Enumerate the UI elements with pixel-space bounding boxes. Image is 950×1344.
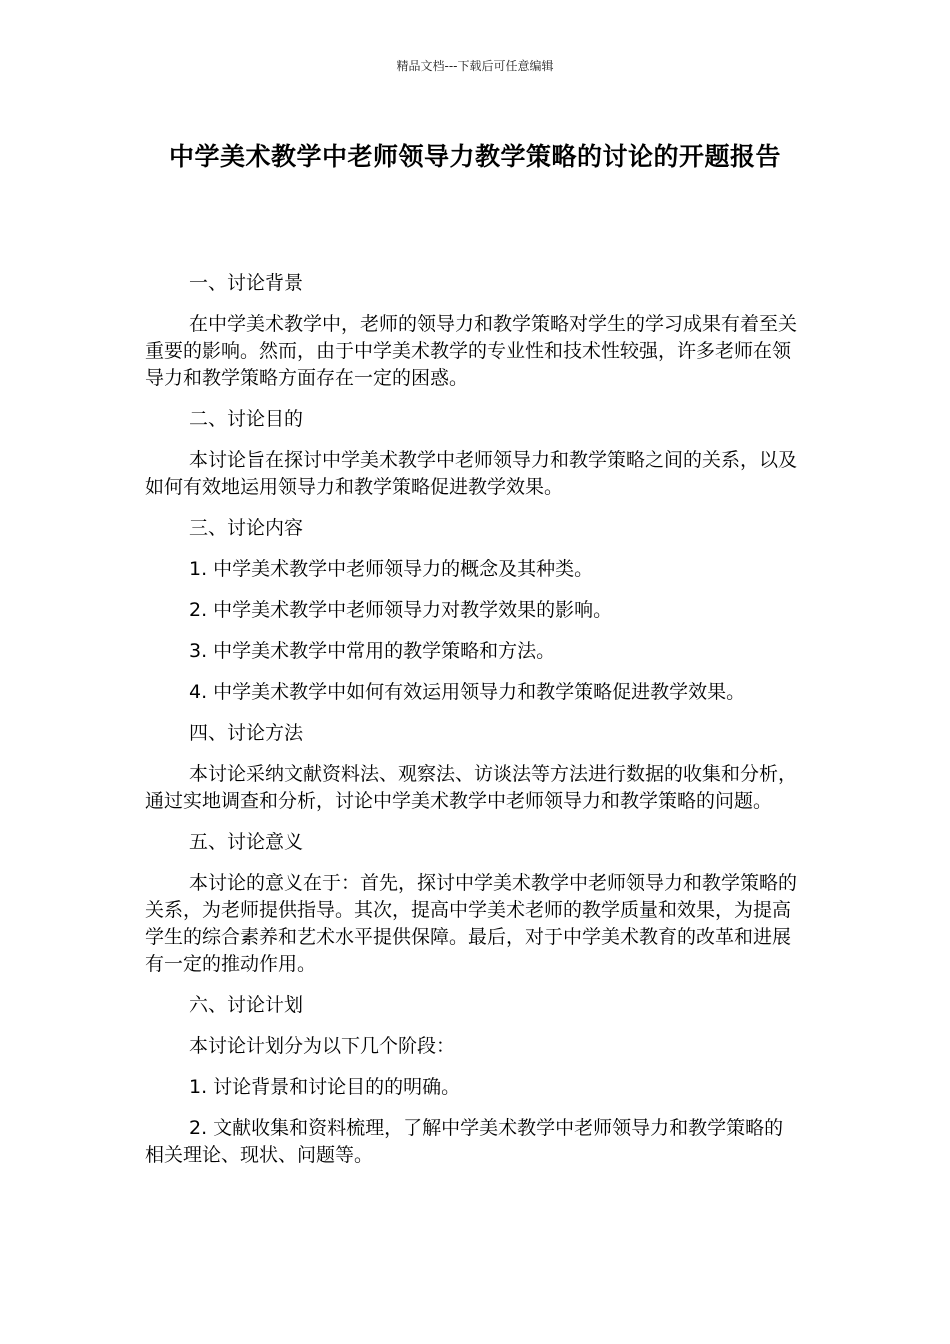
section-heading-content: 三、讨论内容 bbox=[189, 517, 304, 539]
paragraph: 本讨论的意义在于：首先，探讨中学美术教学中老师领导力和教学策略的关系，为老师提供指导。其次，提高中学美术老师的教学质量和效果，为提高学生的综合素养和艺术水平提供保障。最后，对于中学美术教育的改革和进展有一定的推动作用。 bbox=[145, 872, 798, 975]
paragraph: 本讨论计划分为以下几个阶段： bbox=[189, 1035, 456, 1057]
section-heading-background: 一、讨论背景 bbox=[189, 272, 304, 294]
document-title: 中学美术教学中老师领导力教学策略的讨论的开题报告 bbox=[168, 142, 781, 171]
list-item: 3. 中学美术教学中常用的教学策略和方法。 bbox=[189, 640, 556, 662]
paragraph: 本讨论旨在探讨中学美术教学中老师领导力和教学策略之间的关系，以及如何有效地运用领导力和教学策略促进教学效果。 bbox=[145, 449, 798, 498]
paragraph: 本讨论采纳文献资料法、观察法、访谈法等方法进行数据的收集和分析，通过实地调查和分析，讨论中学美术教学中老师领导力和教学策略的问题。 bbox=[145, 763, 798, 812]
document-body bbox=[145, 270, 800, 1183]
list-item: 4. 中学美术教学中如何有效运用领导力和教学策略促进教学效果。 bbox=[189, 681, 746, 703]
paragraph: 在中学美术教学中，老师的领导力和教学策略对学生的学习成果有着至关重要的影响。然而，由于中学美术教学的专业性和技术性较强，许多老师在领导力和教学策略方面存在一定的困惑。 bbox=[145, 313, 798, 389]
section-heading-plan: 六、讨论计划 bbox=[189, 994, 304, 1016]
section-heading-purpose: 二、讨论目的 bbox=[189, 408, 304, 430]
section-heading-significance: 五、讨论意义 bbox=[189, 831, 304, 853]
list-item: 1. 中学美术教学中老师领导力的概念及其种类。 bbox=[189, 558, 594, 580]
list-item: 1. 讨论背景和讨论目的的明确。 bbox=[189, 1076, 461, 1098]
list-item: 2. 文献收集和资料梳理，了解中学美术教学中老师领导力和教学策略的相关理论、现状、问题等。 bbox=[145, 1117, 784, 1166]
list-item: 2. 中学美术教学中老师领导力对教学效果的影响。 bbox=[189, 599, 613, 621]
section-heading-method: 四、讨论方法 bbox=[189, 722, 304, 744]
header-note: 精品文档---下载后可任意编辑 bbox=[396, 59, 554, 73]
